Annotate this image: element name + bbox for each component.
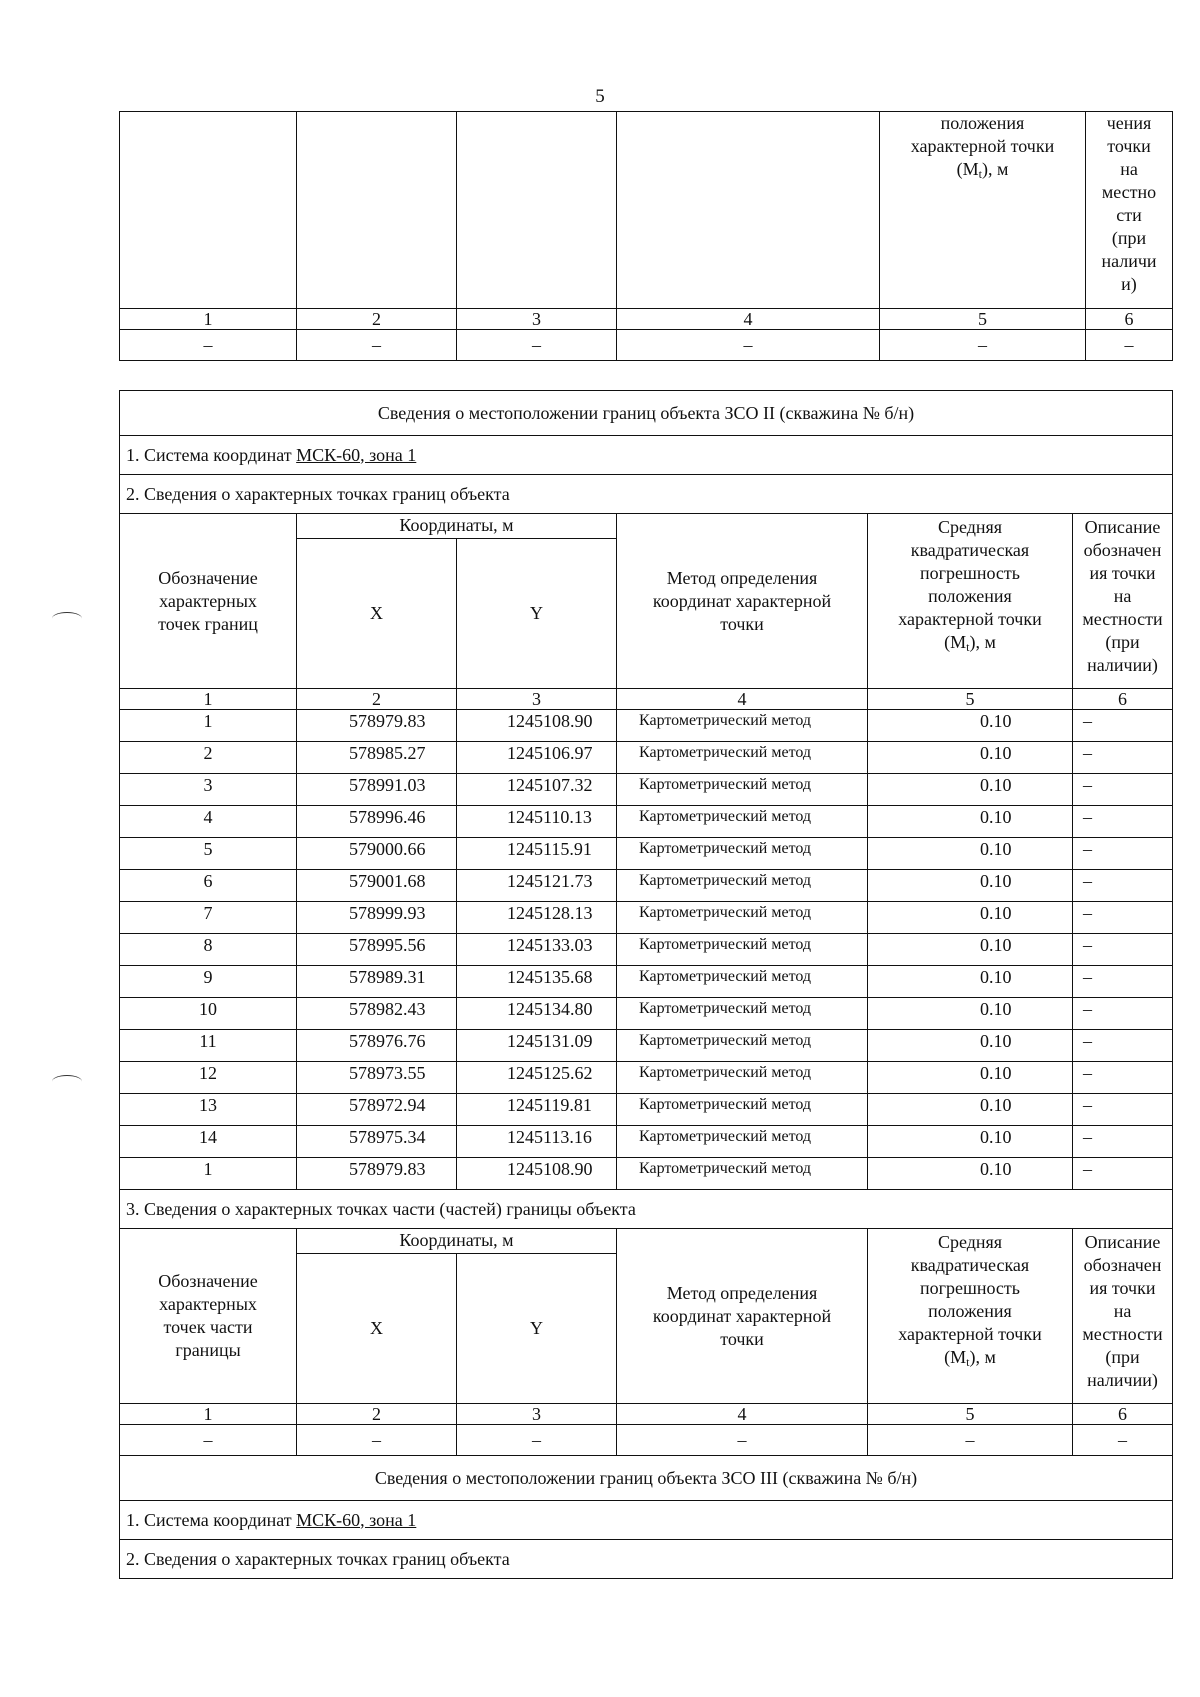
table-row: 8 578995.56 1245133.03 Картометрический метод 0.10 – (120, 934, 1173, 966)
binder-hole-mark (52, 612, 82, 625)
zso2-points-title: 2. Сведения о характерных точках границ объекта (120, 475, 1173, 514)
part-rmse-header: Средняя квадратическая погрешность положения характерной точки $(M_t)$, м (868, 1229, 1073, 1404)
table-row: 3 578991.03 1245107.32 Картометрический метод 0.10 – (120, 774, 1173, 806)
zso2-title: Сведения о местоположении границ объекта ЗСО II (скважина № б/н) (120, 391, 1173, 436)
part-y-header: Y (457, 1254, 617, 1404)
empty-cell (457, 112, 617, 309)
column-number-row: 1 2 3 4 5 6 (120, 1404, 1173, 1425)
part-description-header: Описание обозначен ия точки на местности (при наличии) (1073, 1229, 1173, 1404)
dash-row: – – – – – – (120, 330, 1173, 361)
empty-cell (120, 112, 297, 309)
table-row: 1 578979.83 1245108.90 Картометрический метод 0.10 – (120, 710, 1173, 742)
designation-header: Обозначение характерных точек границ (120, 514, 297, 689)
part-coordinates-header: Координаты, м (297, 1229, 617, 1254)
method-header: Метод определения координат характерной точки (617, 514, 868, 689)
description-header-continuation: чения точки на местно сти (при наличи и) (1086, 112, 1173, 309)
table-row: 2 578985.27 1245106.97 Картометрический метод 0.10 – (120, 742, 1173, 774)
table-row: 12 578973.55 1245125.62 Картометрический метод 0.10 – (120, 1062, 1173, 1094)
zso2-part-title: 3. Сведения о характерных точках части (частей) границы объекта (120, 1190, 1173, 1229)
table-row: 1 578979.83 1245108.90 Картометрический метод 0.10 – (120, 1158, 1173, 1190)
column-number-row: 1 2 3 4 5 6 (120, 309, 1173, 330)
table-row: 9 578989.31 1245135.68 Картометрический метод 0.10 – (120, 966, 1173, 998)
table-row: 11 578976.76 1245131.09 Картометрический метод 0.10 – (120, 1030, 1173, 1062)
coordinates-header: Координаты, м (297, 514, 617, 539)
zso3-coord-system: 1. Система координат МСК-60, зона 1 (120, 1501, 1173, 1540)
part-x-header: X (297, 1254, 457, 1404)
empty-cell (297, 112, 457, 309)
description-header: Описание обозначен ия точки на местности (при наличии) (1073, 514, 1173, 689)
x-header: X (297, 539, 457, 689)
table-row: 6 579001.68 1245121.73 Картометрический метод 0.10 – (120, 870, 1173, 902)
table-row: 7 578999.93 1245128.13 Картометрический метод 0.10 – (120, 902, 1173, 934)
zso-boundaries-table (119, 390, 1173, 1579)
table-row: 5 579000.66 1245115.91 Картометрический метод 0.10 – (120, 838, 1173, 870)
dash-row: – – – – – – (120, 1425, 1173, 1456)
part-designation-header: Обозначение характерных точек части границы (120, 1229, 297, 1404)
table-row: 13 578972.94 1245119.81 Картометрический метод 0.10 – (120, 1094, 1173, 1126)
empty-cell (617, 112, 880, 309)
rmse-header-continuation: положения характерной точки $(M_t)$, м (880, 112, 1086, 309)
table-row: 10 578982.43 1245134.80 Картометрический метод 0.10 – (120, 998, 1173, 1030)
rmse-header: Средняя квадратическая погрешность положения характерной точки $(M_t)$, м (868, 514, 1073, 689)
page-number: 5 (595, 86, 605, 107)
zso2-coord-system: 1. Система координат МСК-60, зона 1 (120, 436, 1173, 475)
table-row: 4 578996.46 1245110.13 Картометрический метод 0.10 – (120, 806, 1173, 838)
zso3-points-title: 2. Сведения о характерных точках границ объекта (120, 1540, 1173, 1579)
column-number-row: 1 2 3 4 5 6 (120, 689, 1173, 710)
continuation-table (119, 111, 1173, 361)
part-method-header: Метод определения координат характерной точки (617, 1229, 868, 1404)
table-row: 14 578975.34 1245113.16 Картометрический метод 0.10 – (120, 1126, 1173, 1158)
y-header: Y (457, 539, 617, 689)
binder-hole-mark (52, 1075, 82, 1088)
zso3-title: Сведения о местоположении границ объекта ЗСО III (скважина № б/н) (120, 1456, 1173, 1501)
